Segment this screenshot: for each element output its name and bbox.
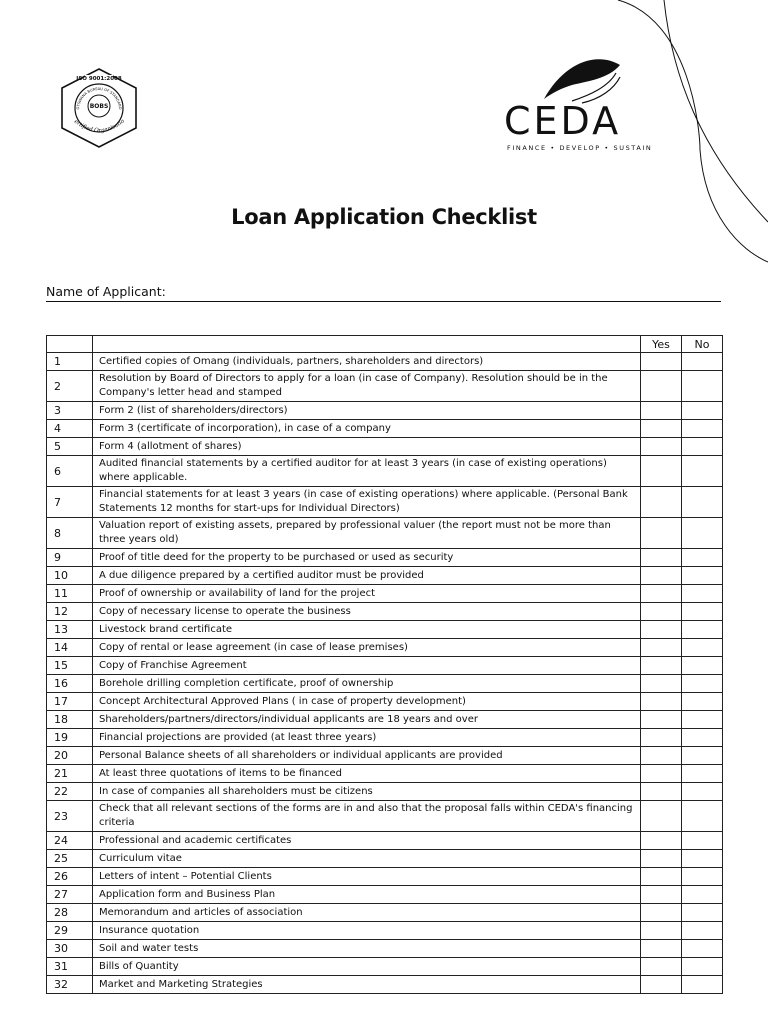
row-description: Soil and water tests <box>93 940 641 958</box>
row-number: 27 <box>47 886 93 904</box>
seal-center-text: BOBS <box>89 103 109 110</box>
row-number: 19 <box>47 729 93 747</box>
table-row <box>47 832 723 850</box>
row-description: Curriculum vitae <box>93 850 641 868</box>
yes-checkbox-cell[interactable] <box>641 850 682 868</box>
row-description: Check that all relevant sections of the forms are in and also that the proposal falls within CEDA's financing criteria <box>93 801 641 832</box>
table-row <box>47 729 723 747</box>
no-checkbox-cell[interactable] <box>682 801 723 832</box>
ceda-wordmark: CEDA <box>504 99 622 143</box>
yes-checkbox-cell[interactable] <box>641 783 682 801</box>
seal-top-text: ISO 9001:2008 <box>76 76 122 82</box>
no-checkbox-cell[interactable] <box>682 783 723 801</box>
table-row <box>47 657 723 675</box>
no-checkbox-cell[interactable] <box>682 958 723 976</box>
no-checkbox-cell[interactable] <box>682 518 723 549</box>
no-checkbox-cell[interactable] <box>682 657 723 675</box>
row-number: 25 <box>47 850 93 868</box>
yes-checkbox-cell[interactable] <box>641 657 682 675</box>
table-row <box>47 549 723 567</box>
row-description: Livestock brand certificate <box>93 621 641 639</box>
table-row <box>47 438 723 456</box>
row-description: Valuation report of existing assets, prepared by professional valuer (the report must not be more than three years old) <box>93 518 641 549</box>
no-checkbox-cell[interactable] <box>682 904 723 922</box>
no-checkbox-cell[interactable] <box>682 603 723 621</box>
row-description: Market and Marketing Strategies <box>93 976 641 994</box>
page-title: Loan Application Checklist <box>231 205 537 229</box>
table-row <box>47 567 723 585</box>
yes-checkbox-cell[interactable] <box>641 621 682 639</box>
yes-checkbox-cell[interactable] <box>641 711 682 729</box>
yes-checkbox-cell[interactable] <box>641 420 682 438</box>
no-checkbox-cell[interactable] <box>682 693 723 711</box>
row-description: Copy of Franchise Agreement <box>93 657 641 675</box>
header-cell-yes: Yes <box>641 336 682 353</box>
row-number: 18 <box>47 711 93 729</box>
no-checkbox-cell[interactable] <box>682 765 723 783</box>
yes-checkbox-cell[interactable] <box>641 518 682 549</box>
row-number: 14 <box>47 639 93 657</box>
yes-checkbox-cell[interactable] <box>641 456 682 487</box>
row-description: Form 3 (certificate of incorporation), in case of a company <box>93 420 641 438</box>
yes-checkbox-cell[interactable] <box>641 868 682 886</box>
row-number: 22 <box>47 783 93 801</box>
ceda-tagline: FINANCE • DEVELOP • SUSTAIN <box>507 144 653 152</box>
row-description: Financial projections are provided (at least three years) <box>93 729 641 747</box>
row-description: Proof of ownership or availability of land for the project <box>93 585 641 603</box>
row-number: 29 <box>47 922 93 940</box>
row-number: 4 <box>47 420 93 438</box>
table-row <box>47 371 723 402</box>
row-number: 15 <box>47 657 93 675</box>
row-number: 12 <box>47 603 93 621</box>
row-description: Audited financial statements by a certified auditor for at least 3 years (in case of existing operations) where applicable. <box>93 456 641 487</box>
row-number: 11 <box>47 585 93 603</box>
table-row <box>47 518 723 549</box>
yes-checkbox-cell[interactable] <box>641 585 682 603</box>
row-number: 9 <box>47 549 93 567</box>
no-checkbox-cell[interactable] <box>682 832 723 850</box>
row-description: Copy of necessary license to operate the business <box>93 603 641 621</box>
row-number: 23 <box>47 801 93 832</box>
yes-checkbox-cell[interactable] <box>641 438 682 456</box>
no-checkbox-cell[interactable] <box>682 438 723 456</box>
table-row <box>47 456 723 487</box>
row-number: 2 <box>47 371 93 402</box>
no-checkbox-cell[interactable] <box>682 922 723 940</box>
no-checkbox-cell[interactable] <box>682 639 723 657</box>
header-cell-no: No <box>682 336 723 353</box>
certification-seal <box>58 66 140 150</box>
no-checkbox-cell[interactable] <box>682 487 723 518</box>
yes-checkbox-cell[interactable] <box>641 940 682 958</box>
header-cell-number <box>47 336 93 353</box>
table-row <box>47 868 723 886</box>
no-checkbox-cell[interactable] <box>682 940 723 958</box>
table-row <box>47 801 723 832</box>
yes-checkbox-cell[interactable] <box>641 886 682 904</box>
row-number: 10 <box>47 567 93 585</box>
table-row <box>47 487 723 518</box>
yes-checkbox-cell[interactable] <box>641 371 682 402</box>
no-checkbox-cell[interactable] <box>682 621 723 639</box>
row-number: 8 <box>47 518 93 549</box>
row-number: 16 <box>47 675 93 693</box>
row-number: 30 <box>47 940 93 958</box>
row-description: Proof of title deed for the property to be purchased or used as security <box>93 549 641 567</box>
row-description: Concept Architectural Approved Plans ( in case of property development) <box>93 693 641 711</box>
no-checkbox-cell[interactable] <box>682 549 723 567</box>
table-row <box>47 585 723 603</box>
row-description: Form 2 (list of shareholders/directors) <box>93 402 641 420</box>
row-description: Form 4 (allotment of shares) <box>93 438 641 456</box>
row-number: 28 <box>47 904 93 922</box>
row-description: Financial statements for at least 3 years (in case of existing operations) where applicable. (Personal Bank Statements 12 months for start-ups for Individual Directors) <box>93 487 641 518</box>
row-description: Resolution by Board of Directors to apply for a loan (in case of Company). Resolution should be in the Company's letter head and stamped <box>93 371 641 402</box>
table-row <box>47 940 723 958</box>
leaf-icon <box>542 55 622 105</box>
row-number: 7 <box>47 487 93 518</box>
row-description: Personal Balance sheets of all shareholders or individual applicants are provided <box>93 747 641 765</box>
no-checkbox-cell[interactable] <box>682 675 723 693</box>
table-row <box>47 711 723 729</box>
yes-checkbox-cell[interactable] <box>641 765 682 783</box>
yes-checkbox-cell[interactable] <box>641 832 682 850</box>
table-row <box>47 976 723 994</box>
row-number: 32 <box>47 976 93 994</box>
table-row <box>47 621 723 639</box>
yes-checkbox-cell[interactable] <box>641 958 682 976</box>
row-number: 31 <box>47 958 93 976</box>
no-checkbox-cell[interactable] <box>682 371 723 402</box>
row-description: Memorandum and articles of association <box>93 904 641 922</box>
yes-checkbox-cell[interactable] <box>641 904 682 922</box>
table-row <box>47 958 723 976</box>
row-description: In case of companies all shareholders must be citizens <box>93 783 641 801</box>
table-header-row <box>47 336 723 353</box>
yes-checkbox-cell[interactable] <box>641 801 682 832</box>
yes-checkbox-cell[interactable] <box>641 353 682 371</box>
row-number: 13 <box>47 621 93 639</box>
table-row <box>47 904 723 922</box>
yes-checkbox-cell[interactable] <box>641 487 682 518</box>
yes-checkbox-cell[interactable] <box>641 729 682 747</box>
no-checkbox-cell[interactable] <box>682 420 723 438</box>
ceda-logo <box>500 55 670 155</box>
row-description: Copy of rental or lease agreement (in case of lease premises) <box>93 639 641 657</box>
no-checkbox-cell[interactable] <box>682 585 723 603</box>
no-checkbox-cell[interactable] <box>682 402 723 420</box>
no-checkbox-cell[interactable] <box>682 868 723 886</box>
table-row <box>47 850 723 868</box>
yes-checkbox-cell[interactable] <box>641 976 682 994</box>
yes-checkbox-cell[interactable] <box>641 603 682 621</box>
row-description: Insurance quotation <box>93 922 641 940</box>
row-description: Letters of intent – Potential Clients <box>93 868 641 886</box>
row-number: 20 <box>47 747 93 765</box>
applicant-name-label: Name of Applicant: <box>46 284 166 299</box>
table-row <box>47 886 723 904</box>
table-row <box>47 353 723 371</box>
row-description: Application form and Business Plan <box>93 886 641 904</box>
row-number: 5 <box>47 438 93 456</box>
yes-checkbox-cell[interactable] <box>641 747 682 765</box>
yes-checkbox-cell[interactable] <box>641 675 682 693</box>
table-row <box>47 783 723 801</box>
table-row <box>47 747 723 765</box>
row-number: 3 <box>47 402 93 420</box>
no-checkbox-cell[interactable] <box>682 567 723 585</box>
yes-checkbox-cell[interactable] <box>641 402 682 420</box>
table-row <box>47 639 723 657</box>
table-row <box>47 402 723 420</box>
row-description: Borehole drilling completion certificate, proof of ownership <box>93 675 641 693</box>
row-number: 26 <box>47 868 93 886</box>
row-description: At least three quotations of items to be financed <box>93 765 641 783</box>
no-checkbox-cell[interactable] <box>682 711 723 729</box>
row-description: Shareholders/partners/directors/individual applicants are 18 years and over <box>93 711 641 729</box>
table-row <box>47 765 723 783</box>
yes-checkbox-cell[interactable] <box>641 639 682 657</box>
table-row <box>47 922 723 940</box>
table-row <box>47 603 723 621</box>
table-row <box>47 693 723 711</box>
row-description: A due diligence prepared by a certified auditor must be provided <box>93 567 641 585</box>
yes-checkbox-cell[interactable] <box>641 922 682 940</box>
no-checkbox-cell[interactable] <box>682 353 723 371</box>
no-checkbox-cell[interactable] <box>682 976 723 994</box>
row-number: 17 <box>47 693 93 711</box>
no-checkbox-cell[interactable] <box>682 886 723 904</box>
applicant-name-field[interactable] <box>46 283 721 302</box>
yes-checkbox-cell[interactable] <box>641 549 682 567</box>
table-row <box>47 420 723 438</box>
seal-ring-text: OTSWANA BUREAU OF STANDARD <box>75 87 123 110</box>
row-description: Professional and academic certificates <box>93 832 641 850</box>
row-number: 6 <box>47 456 93 487</box>
row-description: Certified copies of Omang (individuals, partners, shareholders and directors) <box>93 353 641 371</box>
table-row <box>47 675 723 693</box>
no-checkbox-cell[interactable] <box>682 729 723 747</box>
yes-checkbox-cell[interactable] <box>641 567 682 585</box>
row-number: 21 <box>47 765 93 783</box>
row-number: 1 <box>47 353 93 371</box>
header-cell-description <box>93 336 641 353</box>
seal-bottom-text: Certified Organisatio <box>72 118 126 135</box>
checklist-table <box>46 335 723 994</box>
no-checkbox-cell[interactable] <box>682 456 723 487</box>
no-checkbox-cell[interactable] <box>682 850 723 868</box>
no-checkbox-cell[interactable] <box>682 747 723 765</box>
row-number: 24 <box>47 832 93 850</box>
yes-checkbox-cell[interactable] <box>641 693 682 711</box>
row-description: Bills of Quantity <box>93 958 641 976</box>
